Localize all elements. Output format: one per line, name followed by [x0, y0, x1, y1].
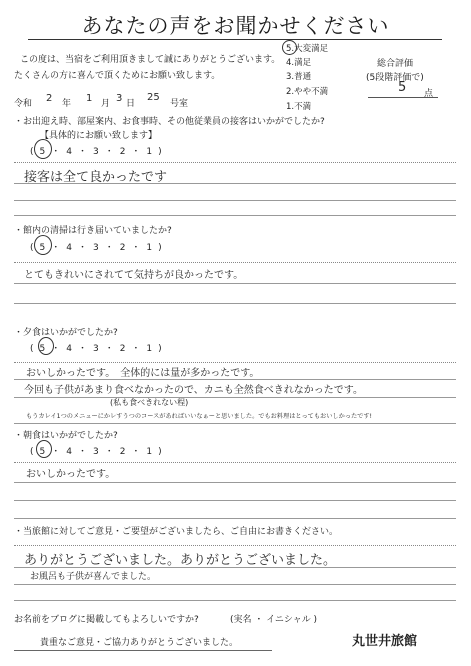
comments-line-3 [14, 584, 456, 585]
dinner-answer-1: おいしかったです。 全体的には量が多かったです。 [26, 368, 260, 379]
cleaning-answer: とてもきれいにされてて気持ちが良かったです。 [24, 270, 244, 281]
room-number: 25 [147, 92, 160, 103]
comments-line-4 [14, 600, 456, 601]
staff-line-1 [14, 162, 456, 163]
blog-options[interactable]: (実名 ・ イニシャル ) [230, 615, 318, 625]
dinner-answer-4: もうカレイ1つのメニューにかレすうつのコースがあればいいなぁーと思いました。でもお料理はとってもおいしかったです! [26, 413, 372, 420]
thanks-underline [14, 650, 272, 651]
scale-item-5: 5.大変満足 [286, 44, 329, 54]
cleaning-rating-circle [34, 235, 52, 255]
comments-answer-2: お風呂も子供が喜んでました。 [30, 572, 157, 582]
staff-line-4 [14, 215, 456, 216]
title-underline [28, 39, 442, 40]
date-day: 3 [116, 93, 123, 104]
intro-line-1: この度は、当宿をご利用頂きまして誠にありがとうございます。 [20, 55, 281, 65]
dinner-line-4 [14, 423, 456, 424]
overall-sublabel: (5段階評価で) [366, 73, 424, 83]
overall-label: 総合評価 [377, 59, 414, 69]
breakfast-question: ・朝食はいかがでしたか? [14, 431, 118, 441]
cleaning-question: ・館内の清掃は行き届いていましたか? [14, 226, 172, 236]
scale-item-2: 2.やや不満 [286, 87, 329, 97]
dinner-rating-circle [38, 337, 54, 355]
cleaning-line-2 [14, 283, 456, 284]
comments-line-1 [14, 545, 456, 546]
overall-unit: 点 [424, 89, 434, 99]
comments-line-2 [14, 567, 456, 568]
cleaning-line-1 [14, 262, 456, 263]
staff-line-3 [14, 200, 456, 201]
breakfast-line-1 [14, 462, 456, 463]
page-title: あなたの声をお聞かせください [81, 14, 390, 38]
date-month-unit: 月 [101, 99, 111, 109]
staff-note: 【具体的にお願い致します】 [40, 131, 158, 141]
breakfast-rating-circle [36, 440, 52, 458]
dinner-answer-3: (私も食べきれない程) [110, 398, 189, 407]
intro-line-2: たくさんの方に喜んで頂くためにお願い致します。 [14, 71, 221, 81]
breakfast-line-3 [14, 500, 456, 501]
date-year-unit: 年 [62, 99, 72, 109]
date-month: 1 [86, 93, 93, 104]
overall-value: 5 [398, 80, 407, 95]
date-era: 令和 [14, 99, 33, 109]
cleaning-rating: (5・4・3・2・1) [30, 243, 168, 253]
staff-answer: 接客は全て良かったです [24, 170, 168, 185]
comments-answer-1: ありがとうございました。ありがとうございました。 [24, 553, 337, 568]
breakfast-rating: (5・4・3・2・1) [30, 447, 168, 457]
scale-item-4: 4.満足 [286, 58, 312, 68]
date-day-unit: 日 [126, 99, 136, 109]
comments-question: ・当旅館に対してご意見・ご要望がございましたら、ご自由にお書きください。 [14, 527, 339, 537]
inn-name: 丸世井旅館 [352, 634, 418, 649]
staff-line-2 [14, 183, 456, 184]
date-year: 2 [46, 93, 53, 104]
dinner-question: ・夕食はいかがでしたか? [14, 328, 118, 338]
breakfast-line-2 [14, 482, 456, 483]
dinner-answer-2: 今回も子供があまり食べなかったので、カニも全然食べきれなかったです。 [24, 385, 363, 396]
staff-question: ・お出迎え時、部屋案内、お食事時、その他従業員の接客はいかがでしたか? [14, 117, 325, 127]
staff-rating: (5・4・3・2・1) [30, 147, 168, 157]
breakfast-answer: おいしかったです。 [26, 469, 116, 480]
scale-5-circle-mark [282, 40, 297, 55]
dinner-line-1 [14, 362, 456, 363]
blog-question: お名前をブログに掲載してもよろしいですか? [14, 615, 199, 625]
dinner-rating: (5・4・3・2・1) [30, 344, 168, 354]
dinner-line-3 [14, 397, 456, 398]
thanks-message: 貴重なご意見・ご協力ありがとうございました。 [40, 638, 239, 648]
scale-item-3: 3.普通 [286, 72, 312, 82]
cleaning-line-3 [14, 303, 456, 304]
staff-rating-circle [34, 139, 52, 159]
dinner-line-2 [14, 379, 456, 380]
breakfast-line-4 [14, 518, 456, 519]
overall-value-underline [368, 97, 438, 98]
room-unit: 号室 [170, 99, 189, 109]
scale-item-1: 1.不満 [286, 102, 312, 112]
